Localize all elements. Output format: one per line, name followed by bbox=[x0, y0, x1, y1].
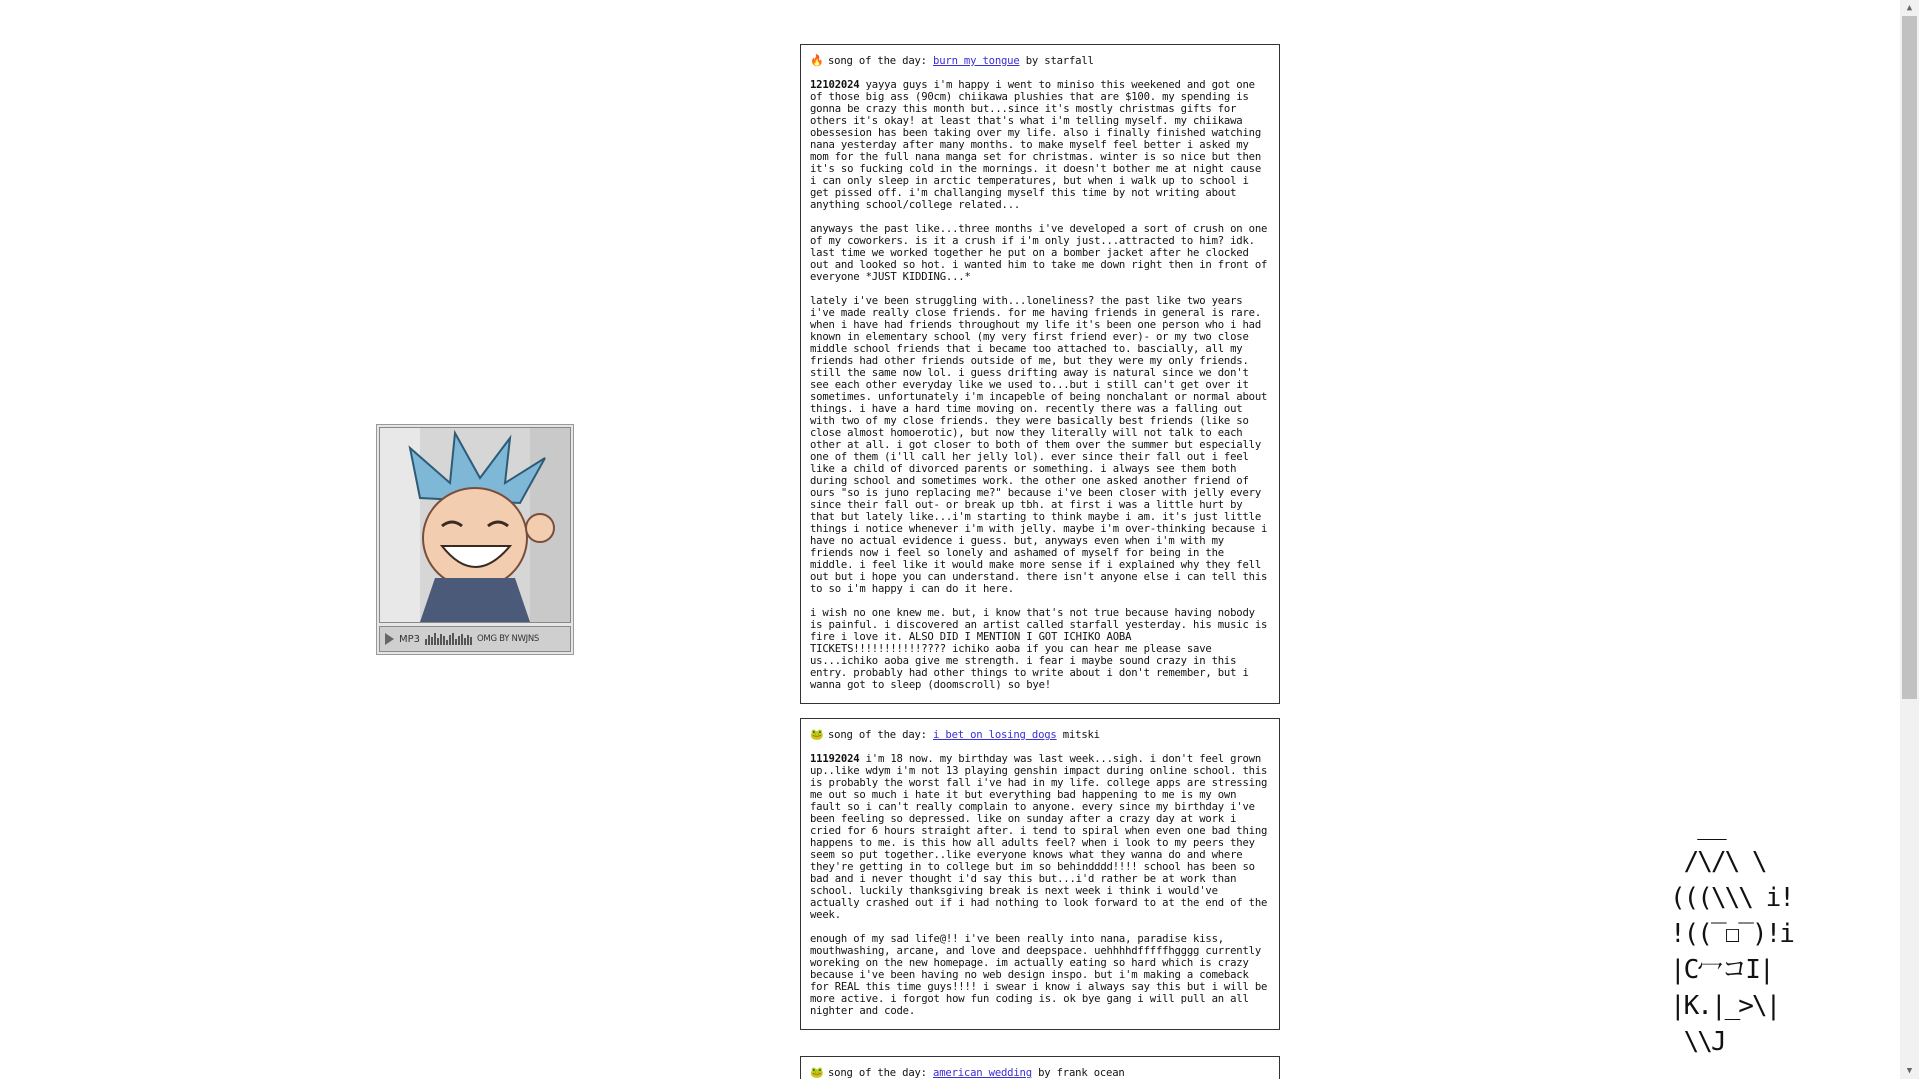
scroll-up-icon[interactable]: ▲ bbox=[1906, 3, 1913, 13]
song-of-the-day bbox=[810, 1067, 1270, 1079]
frog-icon: 🐸 bbox=[810, 728, 824, 741]
player-label: MP3 bbox=[399, 633, 421, 645]
player-controls bbox=[379, 626, 571, 652]
music-player bbox=[376, 424, 574, 655]
album-art bbox=[379, 427, 571, 623]
entry-paragraph: 12102024 yayya guys i'm happy i went to miniso this weekened and got one of those big ass (90cm) chiikawa plushies that are $100. my spending is gonna be crazy this month but...since it's mostly christmas gifts for others it's okay! at least that's what i'm telling myself. my chiikawa obessesion has been taking over my life. also i finally finished watching nana yesterday after many months. to make myself feel better i asked my mom for the full nana manga set for christmas. winter is so nice but then it's so fucking cold in the mornings. it doesn't bother me at night cause i can only sleep in arctic temperatures, but when i walk up to school i get pissed off. i'm challanging myself this time by not writing about anything school/college related... bbox=[810, 79, 1261, 211]
song-of-the-day bbox=[810, 729, 1270, 741]
entry-paragraph: anyways the past like...three months i've developed a sort of crush on one of my coworkers. is it a crush if i'm only just...attracted to him? idk. last time we worked together he put on a bomber jacket after he clocked out and looked so hot. i wanted him to take me down right then in front of everyone *JUST KIDDING...* bbox=[810, 223, 1268, 283]
diary-entry bbox=[800, 718, 1280, 1030]
player-credit: OMG BY NWJNS bbox=[477, 634, 540, 644]
song-link[interactable]: i bet on losing dogs bbox=[933, 729, 1057, 741]
song-artist: by frank ocean bbox=[1038, 1067, 1125, 1079]
entry-paragraph: i wish no one knew me. but, i know that's not true because having nobody is painful. i discovered an artist called starfall yesterday. his music is fire i love it. ALSO DID I MENTION I GOT ICHIKO AOBA TICKETS!!!!!!!!!!!???? ichiko aoba if you can hear me please save us...ichiko aoba give me strength. i fear i maybe sound crazy in this entry. probably had other things to write about i don't remember, but i wanna got to sleep (doomscroll) so bye! bbox=[810, 607, 1268, 691]
diary-entry bbox=[800, 1056, 1280, 1079]
song-link[interactable]: american wedding bbox=[933, 1067, 1032, 1079]
diary-entry bbox=[800, 44, 1280, 704]
entry-paragraph: 11192024 i'm 18 now. my birthday was last week...sigh. i don't feel grown up..like wdym i'm not 13 playing genshin impact during online school. this is probably the worst fall i've had in my life. college apps are stressing me out so much i hate it but everything bad happening to me is my own fault so i can't really complain to anyone. every since my birthday i've been feeling so depressed. like on sunday after a crazy day at work i cried for 6 hours straight after. i tend to spiral when even one bad thing happens to me. is this how all adults feel? when i look to my peers they seem so put together..like everyone knows what they wanna do and where they're getting in to college but im so behindddd!!!! school has been so bad and i never thought i'd say this but...i'd rather be at work than school. luckily thanksgiving break is next week i think i would've actually crashed out if i had nothing to look forward to at the end of the week. bbox=[810, 753, 1268, 921]
scroll-down-icon[interactable]: ▼ bbox=[1906, 1066, 1913, 1076]
song-artist: by starfall bbox=[1025, 55, 1094, 67]
entry-date: 12102024 bbox=[810, 79, 860, 91]
fire-icon: 🔥 bbox=[810, 54, 824, 67]
entry-paragraph: enough of my sad life@!! i've been really into nana, paradise kiss, mouthwashing, arcane, and love and deepspace. uehhhhdfffffhgggg currently woreking on the new homepage. im actually eating so hard which is crazy because i've been having no web design inspo. but i'm making a comeback for REAL this time guys!!!! i swear i know i always say this but i will be more active. i forgot how fun coding is. ok bye gang i will pull an all nighter and code. bbox=[810, 933, 1268, 1017]
ascii-art: __ /\/\ \ (((\\\ i! !((‾☐‾)!i |C冖コI| |K.|_>\| \\J bbox=[1670, 811, 1793, 1057]
entry-date: 11192024 bbox=[810, 753, 860, 765]
sotd-label: song of the day: bbox=[828, 55, 927, 67]
play-icon[interactable] bbox=[385, 633, 394, 645]
song-of-the-day bbox=[810, 55, 1270, 67]
scrollbar-thumb[interactable] bbox=[1902, 16, 1917, 699]
song-artist: mitski bbox=[1062, 729, 1100, 741]
sotd-label: song of the day: bbox=[828, 1067, 927, 1079]
sotd-label: song of the day: bbox=[828, 729, 927, 741]
equalizer-icon bbox=[425, 633, 472, 645]
song-link[interactable]: burn my tongue bbox=[933, 55, 1020, 67]
entry-paragraph: lately i've been struggling with...loneliness? the past like two years i've made really close friends. for me having friends in general is rare. when i have had friends throughout my life it's been one person who i had known in elementary school (my very first friend ever)- or my two close middle school friends that i became too attached to. bascially, all my friends had other friends outside of me, but they were my only friends. still the same now lol. i guess drifting away is natural since we don't see each other everyday like we used to...but i still can't get over it sometimes. unfortunately i'm incapeble of being nonchalant or normal about things. i have a hard time moving on. recently there was a falling out with two of my close friends. they were basically best friends (like so close almost homoerotic), but now they literally will not talk to each other at all. i got closer to both of them over the summer but especially one of them (i'll call her jelly lol). ever since their fall out i feel like a child of divorced parents or something. i always see them both during school and sometimes work. the other one asked another friend of ours "so is juno replacing me?" because i've been closer with jelly every since their fall out- or break up tbh. at first i was a little hurt by that but lately like...i'm starting to think maybe i am. it's just little things i notice whenever i'm with jelly. maybe i'm over-thinking because i have no actual evidence i guess. but, anyways even when i'm with my friends now i feel so lonely and ashamed of myself for being in the middle. i feel like it would make more sense if i explained why they fell out but i hope you can understand. there isn't anyone else i can tell this to so i'm happy i can do it here. bbox=[810, 295, 1268, 595]
scrollbar[interactable] bbox=[1900, 0, 1919, 1079]
frog-icon: 🐸 bbox=[810, 1066, 824, 1079]
anime-character-image bbox=[380, 428, 570, 622]
